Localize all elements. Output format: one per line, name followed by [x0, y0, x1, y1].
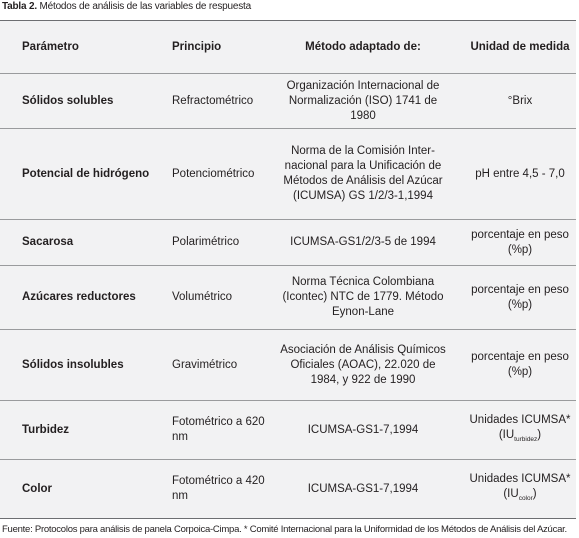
cell-parametro: Color	[22, 482, 53, 495]
cell-unidad: porcentaje en peso (%p)	[471, 228, 569, 256]
header-parametro: Parámetro	[22, 40, 79, 53]
cell-principio: Fotométrico a 420 nm	[172, 475, 265, 502]
unidad-paren-open: (IU	[498, 429, 515, 441]
table-footnote: Fuente: Protocolos para análisis de panela Corpoica-Cimpa. * Comité Internacional para la Uniformidad de los Métodos de Análisis del Azúcar.	[2, 524, 567, 535]
cell-parametro: Sólidos solubles	[22, 94, 114, 107]
caption-label: Tabla 2.	[2, 1, 37, 12]
header-metodo: Método adaptado de:	[305, 40, 421, 53]
cell-principio: Fotométrico a 620 nm	[172, 416, 265, 443]
table-row	[0, 128, 576, 219]
cell-principio: Refractométrico	[172, 94, 254, 107]
unidad-paren-close: )	[532, 488, 537, 500]
table-row	[0, 265, 576, 329]
cell-unidad: °Brix	[507, 94, 533, 107]
table-header-row	[0, 21, 576, 73]
cell-unidad: porcentaje en peso (%p)	[471, 283, 569, 311]
unidad-paren-open: (IU	[503, 488, 519, 500]
table-row	[0, 73, 576, 128]
unidad-main: Unidades ICUMSA*	[469, 473, 571, 485]
cell-parametro: Azúcares reductores	[22, 291, 136, 303]
cell-parametro: Sólidos insolubles	[22, 358, 124, 371]
table-row	[0, 400, 576, 459]
cell-unidad: pH entre 4,5 - 7,0	[475, 167, 565, 180]
header-principio: Principio	[172, 40, 222, 53]
cell-metodo: ICUMSA-GS1/2/3-5 de 1994	[290, 236, 436, 248]
cell-unidad	[460, 401, 579, 459]
table-row	[0, 329, 576, 400]
cell-metodo: ICUMSA-GS1-7,1994	[307, 423, 419, 436]
cell-metodo: Organización Internacional de Normalización (ISO) 1741 de 1980	[286, 79, 440, 122]
unidad-main: Unidades ICUMSA*	[469, 414, 571, 426]
cell-principio: Polarimétrico	[172, 236, 240, 248]
unidad-sub: color	[518, 495, 533, 502]
cell-parametro: Potencial de hidrógeno	[22, 167, 150, 180]
caption-text: Métodos de análisis de las variables de respuesta	[39, 1, 251, 12]
table-caption	[2, 1, 251, 12]
cell-principio: Volumétrico	[172, 291, 233, 303]
cell-principio: Gravimétrico	[172, 358, 238, 371]
methods-table	[0, 20, 576, 519]
unidad-paren-close: )	[537, 429, 542, 441]
cell-metodo: Norma de la Comisión Inter-nacional para la Unificación de Métodos de Análisis del Azúcar (ICUMSA) GS 1/2/3-1,1994	[283, 145, 443, 202]
cell-unidad: porcentaje en peso (%p)	[471, 351, 569, 378]
cell-metodo: Asociación de Análisis Químicos Oficiales (AOAC), 22.020 de 1984, y 922 de 1990	[280, 343, 446, 386]
header-unidad: Unidad de medida	[470, 40, 570, 53]
cell-principio: Potenciométrico	[172, 167, 255, 180]
table-row	[0, 219, 576, 265]
cell-unidad	[460, 460, 579, 518]
cell-metodo: Norma Técnica Colombiana (Icontec) NTC de 1779. Método Eynon-Lane	[282, 276, 444, 318]
cell-parametro: Turbidez	[22, 423, 70, 436]
table-row	[0, 459, 576, 518]
cell-metodo: ICUMSA-GS1-7,1994	[307, 482, 419, 495]
cell-parametro: Sacarosa	[22, 236, 74, 248]
unidad-sub: turbidez	[514, 436, 538, 443]
